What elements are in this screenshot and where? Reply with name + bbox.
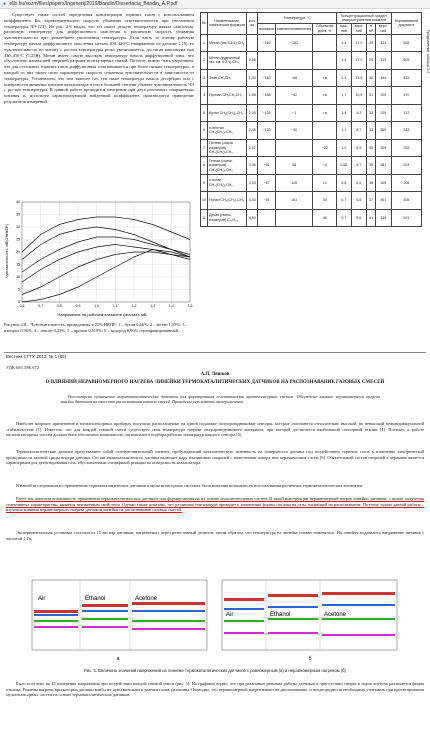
table-cell-n: 3 [201,69,208,87]
table-cell-hi2: 200 [375,87,391,105]
label-air: Air [38,596,46,602]
trace [82,618,128,620]
series-line-5 [22,252,190,295]
table-cell-ign: 30 [313,192,337,210]
subheader-ignition: самовоспламенения [275,23,312,34]
table-cell-lo2: 30 [367,69,376,87]
table-row [201,174,422,192]
table-cell-name: н-октан CH₃(CH₂)₆CH₃ [208,174,247,192]
panel-b [222,580,397,662]
table-cell-hi: 6,7 [351,157,367,175]
journal-header: Вестник СГТУ. 2013. № 1 (69) [6,354,67,359]
gas-table [200,12,422,310]
trace [224,598,264,601]
table-cell-k: 4,90 [247,209,258,227]
trace [268,594,318,597]
y-tick-label: 20 [16,250,20,255]
table-cell-hi2: 301 [375,192,391,210]
y-tick-label: 0 [18,300,20,305]
trace [268,632,318,634]
table-cell-s [275,209,312,227]
table-cell-k: 2,05 [247,104,258,122]
table-cell-f: −182 [258,34,276,52]
x-tick-label: 1,1 [112,304,118,308]
col-header-doc: Нормативный документ [391,13,421,35]
table-cell-ign [313,122,337,140]
table-cell-lo2: 31 [367,87,376,105]
y-tick-label: 25 [16,237,20,242]
table-cell-name: Гептан (смесь изомеров) CH₃(CH₂)₅CH₃ [208,157,247,175]
table-cell-lo2: 35 [367,139,376,157]
author: А.П. Ляшков [200,372,230,377]
table-cell-lo: 1,4 [337,104,351,122]
trace [224,608,264,610]
col-header-temperature: Температура, °С [258,13,337,24]
table-cell-doc: 205 [391,192,421,210]
table-cell-lo2: 33 [367,122,376,140]
table-cell-ign: −4 [313,157,337,175]
subheader-lower: ниж-ний [337,23,351,34]
table-cell-hi: 15,5 [351,69,367,87]
abstract: Рассмотрено применение термокаталитических датчиков для формирования селективности мультисенсорных систем. Обсуждено влияние неравномерного нагрева линейки датчиков на качество распознавания газовых смесей. Приведены результаты экспериментов. [60,394,380,405]
trace [34,614,78,616]
table-cell-k: 1,04 [247,69,258,87]
table-cell-f: −139 [258,104,276,122]
label-ethanol: Ethanol [270,612,291,618]
table-cell-ign: <в [313,87,337,105]
trace [268,606,318,608]
x-tick-label: 0,9 [75,304,81,308]
y-tick-label: 10 [16,275,20,280]
table-row [201,87,422,105]
table-cell-lo: 0,8 [337,174,351,192]
table-cell-ign: 13 [313,174,337,192]
paragraph: Существует также способ определения концентрации горючих газов с использованием коэффициента Кн, характеризующего скорость убывания чувствительности при увеличении температуры ЧЭ [23]. На рис. 2.8 видно, что газ имеет резкую температуру начала окисления, различную температуру для диффузионного окисления и различную скорость убывания чувствительности при дальнейшем увеличении температуры. Если взять за основу рабочую температуру начала диффузионного окисления метана 400–420°С (напряжение на датчике 1,18), то чувствительность по метану с ростом температуры резко увеличивается, достигая максимума при 430–450°С (1,25В). Метан имеет самую высокую температуру начала диффузионной зоны, что обусловлено наивысшей энергией разрыва молекулярных связей. Поэтому можно быть уверенным, что для остальных горючих газов диффузионная зона начинается при более низких температурах, и каждый из них имеет свою характерную скорость снижения чувствительности в зависимости от температуры. Установлено, что чем тяжелее газ, тем ниже температура начала десорбции газа с поверхности активных центров катализатора и тем в большей степени убывает чувствительность ЧЭ с ростом температуры. В данной работе проводится измерение при двух различных напряжениях питания и, используя характеризующий найденный коэффициент, производится приведение результатов измерений. [4,12,194,104]
table-cell-f: −57 [258,174,276,192]
sensitivity-chart [4,196,196,318]
x-tick-label: 0,8 [56,304,62,308]
body-paragraph: Экспериментальная установка состояла из 15-ми пар датчиков, нагреваемых через резистивный делитель таким образом, что температура на линейке плавно изменялась. На линейку подавалось напряжение питания с частотой 1 Гц. [6,530,424,541]
table-cell-k: 1,56 [247,87,258,105]
table-cell-f: −130 [258,122,276,140]
table-cell-s: −40 [275,122,312,140]
table-cell-k: 0,55 [247,52,258,70]
table-cell-lo: 1,7 [337,87,351,105]
table-cell-name: Метан (газ 5.2.4) CH₄ [208,34,247,52]
table-cell-hi: 8,7 [351,122,367,140]
figure-caption: Рисунок 2.8 – Чувствительность, приведенная к 25% НКПР: 1 – бутан 0,66%; 2 – метан 1,05%; 3 – изопрол 0,96%; 4 – гексан 0,25%; 5 – пропан 0,519%; 6 – водород 0,96% сертифицированный [4,322,188,333]
table-cell-f [258,139,276,157]
trace [82,610,128,612]
table-cell-lo2: 29 [367,52,376,70]
table-cell-lo: 2,4 [337,69,351,87]
table-row [201,157,422,175]
table-body [201,34,422,227]
subheader-gm3: г/м³ [367,23,376,34]
trace [82,604,128,607]
table-cell-lo: 0,7 [337,192,351,210]
y-tick-label: 5 [18,287,20,292]
trace [224,632,264,634]
table-cell-n: 4 [201,87,208,105]
y-tick-label: 40 [16,200,20,205]
table-cell-hi: 9,3 [351,104,367,122]
body-paragraph-highlighted: Ранее мы показали возможность применения термокаталитических датчиков для формирования на их основе мультисенсорных систем. В такой конструкции неравномерный нагрев линейки датчиков, с целью получения селективных характеристик, является неизменным свойством. Однако также показано, что различная температура приводит к изменению формы отклика на газы, влияющей на распознавание. Поэтому задача данной работы – изучение влияния неравномерного нагрева датчиков линейки на распознавание газовых смесей. [6,496,424,513]
gas-properties-table [200,12,422,227]
table-row [201,139,422,157]
table-cell-f: −91 [258,157,276,175]
series-line-3 [22,237,190,272]
body-paragraph: Было получено по 43 измерения напряжения при воздействии каждой газовой смеси (рис. 5). На графиках видно, что при различных режимах работы датчиков в присутствии спирта и паров ацетона различается форма отклика. Режимы нагрева, при которых датчики наиболее чувствительны к разным газам, различны. Очевидно, что неравномерный нагрев влияет на распознавание, и неоднородность необходимо учитывать при проектировании мультисенсорных систем на основе термокаталитических датчиков. [6,681,424,698]
table-cell-name: Бутан CH₃(CH₂)₂CH₃ [208,104,247,122]
side-label: Продолжение таблицы 2.4 [426,30,430,74]
table-cell-s: 151 [275,192,312,210]
table-cell-ign: <в [313,104,337,122]
label-acetone: Acetone [324,612,347,618]
trace [132,628,205,630]
table-cell-n: 1 [201,34,208,52]
table-cell-ign [313,34,337,52]
table-cell-k: 3,46 [247,157,258,175]
trace [322,634,395,636]
table-cell-lo: 4,4 [337,52,351,70]
table-cell-hi2: 113 [375,52,391,70]
table-cell-hi: 10,9 [351,87,367,105]
table-cell-lo: 0,7 [337,209,351,227]
table-cell-doc: 505 [391,52,421,70]
table-cell-k: 3,93 [247,174,258,192]
trace [268,618,318,620]
table-cell-lo2: 38 [367,174,376,192]
table-cell-s: 126 [275,174,312,192]
y-tick-label: 35 [16,212,20,217]
table-cell-s: −1 [275,104,312,122]
table-cell-hi2: 260 [375,122,391,140]
table-cell-name: Метан (рудничный газ, см. 5.2.4) CH₄ [208,52,247,70]
table-cell-hi2: 113 [375,34,391,52]
table-cell-k: 2,97 [247,139,258,157]
figure-5 [30,574,400,666]
table-cell-name: Пропан CH₃CH₂CH₃ [208,87,247,105]
table-cell-doc: 243 [391,122,421,140]
table-cell-ign: <в [313,69,337,87]
left-column-text [4,12,194,105]
trace [34,626,78,628]
table-cell-lo2: 29 [367,34,376,52]
table-cell-lo: 1,1 [337,122,351,140]
trace [132,620,205,622]
figure-5-svg [30,574,400,666]
body-paragraph: Термокаталитические датчики представляют собой газочувствительный элемент, пробуждающий каталитическую активность на поверхности датчика под воздействием горючих газов в изменение электрической проводимости газовой среды внутри датчика. Состав термокаталического датчика включает пару платиновых спиралей с нанесенным поверх них керамическим слоем [6]. Обязательный состав спиралей в керамике является характерным для детектирования газа, обусловленным спецификой реакции на поверхности катализатора. [6,449,424,466]
trace [322,618,395,620]
x-tick-label: 0,6 [19,304,25,308]
browser-url-bar[interactable] [0,0,430,9]
table-cell-hi2: 305 [375,174,391,192]
table-cell-doc: 505 [391,34,421,52]
table-cell-doc: 253 [391,139,421,157]
table-cell-hi: 6,5 [351,174,367,192]
table-row [201,69,422,87]
trace [132,610,205,612]
x-tick-label: 1,5 [187,304,193,308]
table-cell-f: −188 [258,87,276,105]
table-cell-n: 10 [201,192,208,210]
table-cell-n: 2 [201,52,208,70]
series-line-6 [22,250,190,303]
table-cell-n: 6 [201,122,208,140]
url-text: elib.hu/sozm/files/papers/Ingenerij/2019/Bandin/Dissertacia_Bandin_A.P.pdf [9,1,178,7]
figure-5-caption: Рис. 5. Величина значений напряжений на линейке термокаталитических датчиков с равномерным (а) и неравномерным нагревом (б) [83,668,347,673]
table-cell-f: −183 [258,69,276,87]
table-cell-lo2: 41 [367,209,376,227]
table-cell-lo: 4,4 [337,34,351,52]
table-cell-lo: 1,0 [337,139,351,157]
article-title: О ВЛИЯНИИ НЕРАВНОМЕРНОГО НАГРЕВА ЛИНЕЙКИ ТЕРМОКАТАЛИТИЧЕСКИХ ДАТЧИКОВ НА РАСПОЗНАВАНИЕ ГАЗОВЫХ СМЕСЕЙ [45,380,385,385]
table-cell-n: 5 [201,104,208,122]
table-cell-name: Нонан CH₃(CH₂)₇CH₃ [208,192,247,210]
table-cell-n: 9 [201,174,208,192]
trace [82,626,128,628]
table-cell-hi2: 335 [375,209,391,227]
table-cell-hi: 17,0 [351,34,367,52]
table-cell-f [258,52,276,70]
table-cell-lo2: 35 [367,157,376,175]
x-tick-label: 1,3 [150,304,156,308]
trace [322,592,395,595]
panel-b-label: б [308,656,312,662]
table-cell-doc: 515 [391,69,421,87]
trace [224,620,264,622]
table-cell-hi: 5,6 [351,209,367,227]
table-cell-name: н-пентан CH₃(CH₂)₃CH₃ [208,122,247,140]
col-header-subtype: кол-во [247,13,258,35]
x-tick-label: 1,2 [131,304,137,308]
panel-a [32,580,207,662]
panel-a-label: a [116,656,120,662]
x-tick-label: 1,4 [168,304,174,308]
y-tick-label: 15 [16,262,20,267]
body-paragraph: Наиболее широкое применение в мультисенсорных приборах получили располагаемые на одной подложке полупроводниковые сенсоры, которые отличаются относительно высокой, но невысокой межиндивидуальной стабильностью [1]. Известно, что для каждой газовой смеси существует своя температура нагрева полупроводникового материала, при которой достигается наибольший сенсорный отклик [4]. Поэтому, в работе мультисенсорных систем должна быть обеспечена возможность оптимального подбора рабочих температур каждого сенсора [5]. [6,421,424,438]
table-row [201,52,422,70]
table-cell-name: Этан CH₃CH₃ [208,69,247,87]
table-cell-n: 7 [201,139,208,157]
table-cell-hi: 17,0 [351,52,367,70]
col-header-flame-limit: Концентрационный предел распространения пламени [337,13,391,24]
x-tick-label: 1,0 [94,304,100,308]
udk-code: УДК 681.586.672 [6,365,40,370]
y-axis-label: Чувствительность, мВ/(1%НКПР) [5,224,9,278]
table-row [201,104,422,122]
table-cell-k [247,34,258,52]
subheader-flash: вспышки [258,23,276,34]
table-cell-ign: 46 [313,209,337,227]
subheader-vol: Объемная доля, % [313,23,337,34]
x-axis-label: Напряжение на рабочем элементе (мостах), мВ [57,312,147,317]
table-cell-doc: 372 [391,104,421,122]
table-cell-lo: 0,85 [337,157,351,175]
table-cell-s: −162 [275,34,312,52]
table-cell-s [275,139,312,157]
table-cell-doc: 206 [391,174,421,192]
trace [322,604,395,606]
divider [4,352,426,353]
table-cell-name: Декан (смесь изомеров) C₁₀H₂₂ [208,209,247,227]
table-cell-f: −51 [258,192,276,210]
table-cell-s: −42 [275,87,312,105]
table-row [201,122,422,140]
table-cell-hi2: 281 [375,157,391,175]
label-acetone: Acetone [135,596,158,602]
subheader-upper2: верх-ний [375,23,391,34]
table-cell-lo2: 37 [367,192,376,210]
col-header-name: Наименование, химическая формула [208,13,247,35]
table-cell-name: Пентан (смесь изомеров) CH₃(CH₂)₃CH₃ [208,139,247,157]
label-air: Air [226,612,234,618]
table-row [201,192,422,210]
series-line-2 [22,227,190,260]
body-paragraph: В нашей исследовании по применению термокаталитических датчиков в мультисенсорных системах была показана возможность использования различных термокаталитических элементов. [16,483,364,488]
table-cell-k: 4,43 [247,192,258,210]
trace [34,620,78,622]
table-cell-n: 11 [201,209,208,227]
table-cell-k: 2,48 [247,122,258,140]
table-cell-ign [313,52,337,70]
table-cell-ign: −22 [313,139,337,157]
table-cell-hi2: 225 [375,104,391,122]
trace [34,610,78,613]
y-tick-label: 30 [16,225,20,230]
table-cell-n: 8 [201,157,208,175]
chart-lines [22,217,190,302]
table-cell-lo2: 33 [367,104,376,122]
table-row [201,209,422,227]
series-line-4 [22,245,190,283]
table-row [201,34,422,52]
table-cell-s: 98 [275,157,312,175]
table-cell-s [275,52,312,70]
table-cell-hi2: 309 [375,139,391,157]
table-cell-f [258,209,276,227]
lock-icon: ● [3,1,7,7]
table-cell-hi: 5,6 [351,192,367,210]
label-ethanol: Ethanol [85,596,106,602]
table-cell-hi: 8,9 [351,139,367,157]
panel-b-frame [222,580,397,650]
table-cell-hi2: 194 [375,69,391,87]
table-cell-doc: 204 [391,157,421,175]
trace [132,602,205,605]
table-cell-s: −88 [275,69,312,87]
table-cell-doc: 201 [391,209,421,227]
col-header-number: № [201,13,208,35]
x-tick-label: 0,7 [38,304,44,308]
table-cell-doc: 470 [391,87,421,105]
chart-svg [4,196,196,318]
subheader-upper: верх-ний [351,23,367,34]
